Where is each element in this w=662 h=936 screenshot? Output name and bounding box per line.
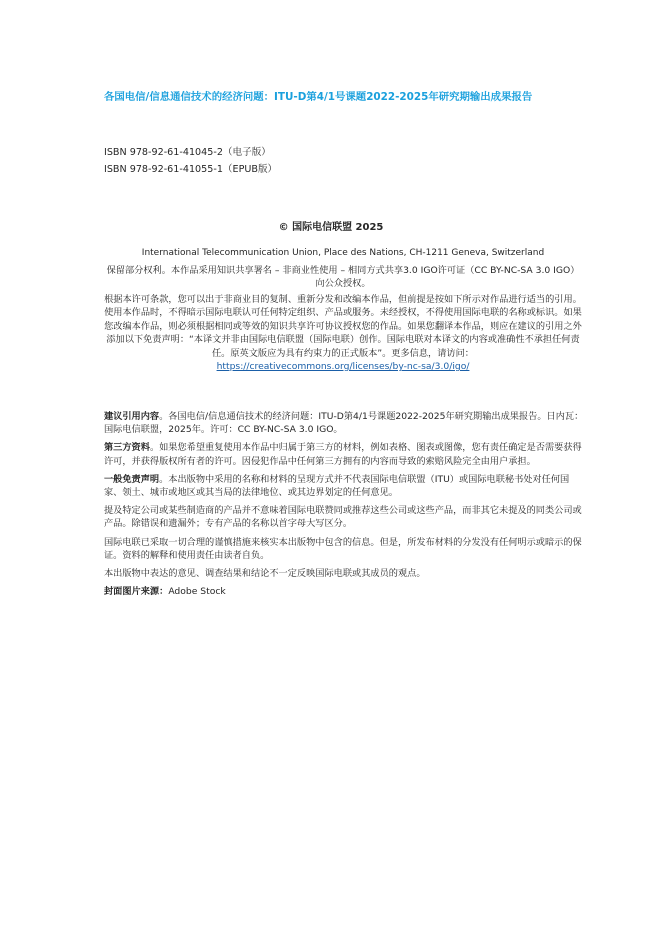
opinions-paragraph: 本出版物中表达的意见、调查结果和结论不一定反映国际电联或其成员的观点。 — [104, 568, 426, 580]
third-party-text: 。如果您希望重复使用本作品中归属于第三方的材料，例如表格、图表或图像，您有责任确定是否需要获得许可，并获得版权所有者的许可。因侵犯作品中任何第三方拥有的内容而导致的索赔风险完全由用户承担。 — [104, 442, 582, 467]
disclaimer-paragraph — [104, 473, 584, 499]
rights-statement: 保留部分权利。本作品采用知识共享署名 – 非商业性使用 – 相同方式共享3.0 IGO许可证（CC BY-NC-SA 3.0 IGO）向公众授权。 — [106, 265, 580, 290]
cover-credit-label: 封面图片来源： — [104, 586, 169, 598]
license-paragraph — [104, 293, 582, 373]
disclaimer-label: 一般免责声明 — [104, 473, 160, 485]
precautions-paragraph: 国际电联已采取一切合理的谨慎措施来核实本出版物中包含的信息。但是，所发布材料的分发没有任何明示或暗示的保证。资料的解释和使用责任由读者自负。 — [104, 536, 582, 561]
copyright-notice: © 国际电信联盟 2025 — [278, 222, 384, 233]
third-party-paragraph — [104, 441, 584, 467]
isbn-electronic: ISBN 978-92-61-41045-2（电子版） — [104, 147, 271, 158]
cover-credit-source: Adobe Stock — [168, 586, 226, 598]
isbn-epub: ISBN 978-92-61-41055-1（EPUB版） — [104, 164, 278, 175]
cover-credit-paragraph — [104, 585, 584, 598]
citation-text: 。各国电信/信息通信技术的经济问题：ITU-D第4/1号课题2022-2025年研究期输出成果报告。日内瓦：国际电信联盟，2025年。许可：CC BY-NC-SA 3.0 IGO。 — [104, 411, 584, 436]
companies-paragraph: 提及特定公司或某些制造商的产品并不意味着国际电联赞同或推荐这些公司或这些产品，而非其它未提及的同类公司或产品。除错误和遗漏外；专有产品的名称以首字母大写区分。 — [104, 505, 582, 530]
third-party-label: 第三方资料 — [104, 442, 150, 454]
document-title: 各国电信/信息通信技术的经济问题：ITU-D第4/1号课题2022-2025年研究期输出成果报告 — [104, 91, 533, 103]
license-text: 根据本许可条款，您可以出于非商业目的复制、重新分发和改编本作品，但前提是按如下所示对作品进行适当的引用。使用本作品时，不得暗示国际电联认可任何特定组织、产品或服务。未经授权，不得使用国际电联的名称或标识。如果您改编本作品，则必须根据相同或等效的知识共享许可协议授权您的作品。如果您翻译本作品，则应在建议的引用之外添加以下免责声明：“本译文并非由国际电信联盟（国际电联）创作。国际电联对本译文的内容或准确性不承担任何责任。原英文版应为具有约束力的正式版本”。更多信息，请访问： — [104, 294, 582, 359]
disclaimer-text: 。本出版物中采用的名称和材料的呈现方式并不代表国际电信联盟（ITU）或国际电联秘书处对任何国家、领土、城市或地区或其当局的法律地位、或其边界划定的任何意见。 — [104, 473, 570, 499]
itu-address: International Telecommunication Union, Place des Nations, CH-1211 Geneva, Switzerland — [141, 248, 545, 258]
notes-section — [104, 410, 584, 603]
citation-label: 建议引用内容 — [104, 411, 160, 422]
license-link[interactable]: https://creativecommons.org/licenses/by-nc-sa/3.0/igo/ — [216, 361, 470, 373]
citation-paragraph — [104, 410, 584, 436]
